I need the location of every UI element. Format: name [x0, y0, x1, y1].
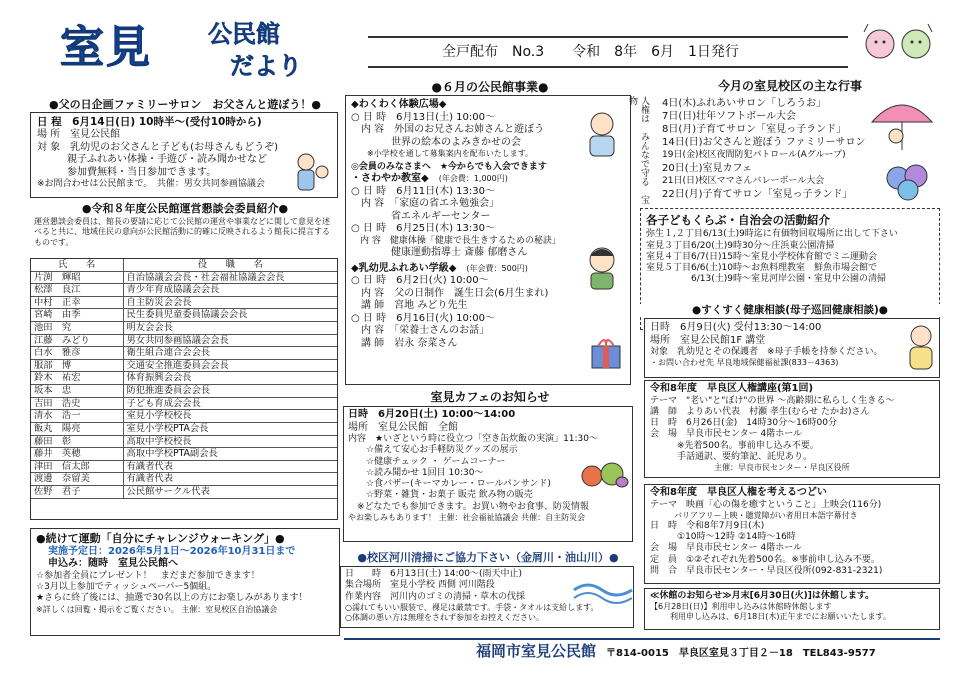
lecture2-line: テーマ 映画「心の傷を癒すということ」上映会(116分) [650, 499, 882, 510]
mascot-icon [858, 14, 938, 72]
cafe-line: ☆食バザー(キーマカレー・ロールパンサンド) [348, 479, 551, 489]
member-role: 青少年育成協議会会長 [123, 284, 337, 297]
cafe-line: ※どなたでも参加できます。お買い物やお食事、防災情報 [348, 501, 589, 512]
table-row [31, 347, 337, 360]
masthead-title-main: 室見 [60, 22, 152, 73]
committee-table-box [30, 258, 338, 520]
health-line: ・お問い合わせ先 早良地域保健福祉課(833－4363) [650, 358, 839, 368]
footer-address: 〒814-0015 早良区室見３丁目２－18 TEL843-9577 [606, 648, 876, 659]
cafe-line: ☆野菜・雑貨・お菓子 販売 飲み物の販売 [348, 490, 533, 501]
masthead-title-sub-2: だより [230, 52, 302, 80]
table-row [31, 271, 337, 284]
schedule-side-label: 人権は みんなで守る 宝物 [627, 96, 649, 204]
fathers-day-line: ※お問合わせは公民館まで。 共催：男女共同参画協議会 [37, 179, 265, 190]
member-name: 池田 究 [31, 322, 123, 335]
masthead-rule-bottom [368, 66, 848, 68]
member-role: 民生委員児童委員協議会会長 [123, 309, 337, 322]
member-role: 防犯推進委員会会長 [123, 385, 337, 398]
schedule-heading: 今月の室見校区の主な行事 [717, 79, 862, 93]
cafe-heading: 室見カフェのお知らせ [430, 390, 550, 404]
table-row [31, 309, 337, 322]
member-name: 江藤 みどり [31, 334, 123, 347]
closure-line: ≪休館のお知らせ≫月末[6月30日(火)]は休館します。 [650, 591, 875, 601]
member-name: 渡邊 奈留美 [31, 473, 123, 486]
member-name: 佐野 君子 [31, 485, 123, 498]
member-name: 服部 博 [31, 359, 123, 372]
schedule-item: 20日(土)室見カフェ [662, 163, 753, 174]
kids-heading: 各子どもくらぶ・自治会の活動紹介 [646, 213, 830, 227]
member-name: 藤井 英穂 [31, 448, 123, 461]
member-name: 藤田 彰 [31, 435, 123, 448]
man-illustration-icon [582, 244, 622, 290]
fathers-day-line: 対 象 乳幼児のお父さんと子ども(お母さんもどうぞ) [37, 141, 278, 153]
walking-line: 申込み：随時 室見公民館へ [48, 558, 178, 570]
schedule-item: 4日(木)ふれあいサロン「しろうお」 [662, 98, 827, 109]
member-name: 白水 雅彦 [31, 347, 123, 360]
kids-line: 弥生１,２丁目6/13(土)9時迄に有価物回収場所に出して下さい [646, 229, 898, 240]
lecture2-line: 定 員 ①②それぞれ先着500名。※事前申し込み不要。 [650, 554, 880, 565]
cafe-line: ☆読み聞かせ 1回目 10:30～ [348, 467, 484, 478]
fathers-day-line: 親子ふれあい体操・手遊び・読み聞かせなど [37, 154, 267, 166]
member-role: 高取中学校校長 [123, 435, 337, 448]
event-line: 健康運動指導士 斎藤 郁磨さん [351, 247, 528, 258]
lecture1-line: テーマ "老い"と"ぼけ"の世界 ～高齢期に私らしく生きる～ [650, 395, 895, 406]
kids-line: 6/13(土)9時～室見河岸公園・室見中公園の清掃 [646, 274, 886, 285]
member-role: 男女共同参画協議会会長 [123, 334, 337, 347]
fathers-day-line: 場 所 室見公民館 [37, 129, 121, 141]
table-row [31, 334, 337, 347]
committee-table [31, 259, 337, 499]
lecture2-heading: 令和8年度 早良区人権を考えるつどい [650, 487, 827, 498]
member-name: 宮崎 由季 [31, 309, 123, 322]
cafe-line: ☆備えて安心お手軽防災グッズの展示 [348, 445, 518, 456]
health-heading: ●すくすく健康相談(母子巡回健康相談)● [640, 304, 940, 317]
fathers-day-line: 参加費無料・当日参加できます。 [37, 166, 217, 178]
health-line: 日時 6月9日(火) 受付13:30～14:00 [650, 322, 822, 333]
table-header-row [31, 259, 337, 271]
masthead-info [442, 44, 739, 62]
walking-line: 実施予定日：2026年5月1日～2026年10月31日まで [48, 545, 296, 557]
table-row [31, 322, 337, 335]
masthead-rule-top [368, 36, 848, 38]
walking-box [30, 528, 340, 636]
vegetables-icon [578, 446, 630, 490]
walking-line: ※詳しくは回覧・掲示をご覧ください。 主催：室見校区自治協議会 [36, 604, 278, 614]
member-name: 飯丸 陽亮 [31, 422, 123, 435]
closure-line: 【6月28日(日)】利用申し込みは休館時休館します [650, 602, 832, 612]
event-line: ○ 日 時 6月25日(木) 13:30～ [351, 223, 495, 235]
river-line: ○濡れてもいい服装で、裸足は厳禁です。手袋・タオルは支給します。 [345, 602, 599, 612]
river-line: ○体調の悪い方は無理をされず参加をお控えください。 [345, 612, 544, 622]
table-row [31, 485, 337, 498]
member-role: 自治協議会会長・社会福祉協議会会長 [123, 271, 337, 284]
river-line: 集合場所 室見小学校 西側 河川階段 [345, 580, 495, 591]
baby-icon [904, 322, 938, 372]
member-name: 中村 正幸 [31, 296, 123, 309]
events-heading: ●６月の公民館事業● [431, 80, 549, 94]
member-role: 室見小学校PTA会長 [123, 422, 337, 435]
member-role: 室見小学校校長 [123, 410, 337, 423]
member-name: 松澤 良江 [31, 284, 123, 297]
lecture1-line: 主催：早良市民センター・早良区役所 [650, 463, 850, 472]
event-line: 内 容 「栄養士さんのお話」 [351, 325, 490, 336]
member-name: 片渕 輝昭 [31, 271, 123, 284]
table-row [31, 359, 337, 372]
umbrella-girl-icon [866, 92, 938, 154]
schedule-list [662, 98, 868, 202]
event-line: 内 容 「家庭の省エネ勉強会」 [351, 198, 500, 210]
lecture1-box [644, 380, 940, 478]
member-role: 有識者代表 [123, 473, 337, 486]
fathers-day-line: 日 程 6月14日(日) 10時半～(受付10時から) [37, 116, 262, 128]
member-role: 子ども育成会会長 [123, 397, 337, 410]
river-line: 日 時 6月13日(土) 14:00～(雨天中止) [345, 569, 523, 579]
lecture1-heading: 令和8年度 早良区人権講座(第1回) [650, 383, 814, 394]
event-line: 省エネルギーセンター [351, 210, 491, 222]
hydrangea-icon [880, 158, 938, 206]
schedule-item: 19日(金)校区夜間防犯パトロール(Aグループ) [662, 150, 846, 160]
health-box [644, 318, 940, 378]
event-line: ※小学校を通して募集案内を配布いたします。 [351, 149, 534, 158]
member-name: 清水 浩一 [31, 410, 123, 423]
schedule-item: 21日(日)校区ママさんバレーボール大会 [662, 176, 825, 186]
health-line: 対象 乳幼児とその保護者 ※母子手帳を持参ください。 [650, 347, 883, 357]
nyuyoji-fee: (年会費：500円) [466, 263, 528, 273]
lecture1-line: 会 場 早良市民センター 4階ホール [650, 429, 803, 440]
schedule-item: 8日(月)子育てサロン「室見っ子ランド」 [662, 124, 847, 135]
table-row [31, 473, 337, 486]
masthead-title-sub-1: 公民館 [208, 20, 280, 48]
closure-line: 利用申し込みは、6月18日(木)正午までにお願いいたします。 [670, 612, 891, 622]
event-line: 内 容 健康体操「健康で長生きするための秘訣」 [351, 235, 561, 246]
event-line: ○ 日 時 6月2日(火) 10:00～ [351, 275, 489, 286]
lecture2-line: 日 時 令和8年7月9日(木) [650, 520, 765, 531]
member-role: 有識者代表 [123, 460, 337, 473]
family-illustration-icon [290, 150, 334, 194]
distribution: 全戸配布 [442, 44, 498, 60]
members-note: ◎会員のみなさまへ ★今からでも入会できます [351, 162, 547, 172]
sawayaka-heading: ・さわやか教室◆ [351, 173, 429, 185]
lecture2-box [644, 484, 940, 584]
cafe-line: 場所 室見公民館 全館 [348, 421, 458, 433]
lecture1-line: 講 師 よりあい代表 村瀬 孝生(むらせ たかお)さん [650, 406, 870, 417]
walking-heading: ●続けて運動「自分にチャレンジウォーキング」● [36, 532, 285, 545]
committee-intro: 運営懇談会委員は、館長の要請に応じて公民館の運営や事業などに関して意見を述べると共に、地域住民の意向が公民館活動に的確に反映されるよう館長に提言するものです。 [34, 217, 330, 247]
cafe-line: 内容 ★いざという時に役立つ「空き缶炊飯の実演」11:30～ [348, 434, 599, 444]
event-line: ○ 日 時 6月11日(木) 13:30～ [351, 185, 495, 197]
schedule-item: 14日(日)お父さんと遊ぼう ファミリーサロン [662, 137, 866, 148]
masthead-logo [60, 14, 360, 94]
footer [476, 642, 946, 661]
kids-line: 室見５丁目6/6(土)10時～お魚料理教室 鮮魚市場会館で [646, 263, 877, 274]
walking-line: ★さらに終了後には、抽選で30名以上の方にお楽しみがあります！ [36, 593, 308, 604]
event-line: ○ 日 時 6月16日(火) 10:00～ [351, 312, 495, 324]
issue-number: No.3 [512, 44, 545, 60]
table-row [31, 435, 337, 448]
member-role: 公民館サークル代表 [123, 485, 337, 498]
schedule-item: 22日(月)子育てサロン「室見っ子ランド」 [662, 189, 853, 200]
issue-date: 令和 8年 6月 1日発行 [572, 44, 739, 60]
lecture2-line: ①10時～12時 ②14時～16時 [650, 532, 796, 542]
table-row [31, 448, 337, 461]
col-name-header: 氏 名 [31, 259, 123, 271]
event-line: 講 師 岩永 奈菜さん [351, 337, 458, 349]
member-name: 鈴木 祐宏 [31, 372, 123, 385]
lecture2-line: バリアフリー上映・聴覚障がい者用日本語字幕付き [650, 510, 858, 520]
river-line: 作業内容 河川内のゴミの清掃・草木の伐採 [345, 591, 526, 602]
footer-name: 福岡市室見公民館 [476, 642, 597, 660]
cafe-line: やお楽しみもあります！ 主催：社会福祉協議会 共催：自主防災会 [348, 512, 586, 522]
kids-line: 室見４丁目6/7(日)15時～室見小学校体育館でミニ運動会 [646, 251, 877, 262]
closure-box [644, 588, 940, 630]
river-heading: ●校区河川清掃にご協力下さい（金屑川・油山川）● [357, 551, 619, 564]
sawayaka-fee: (年会費：1,000円) [438, 174, 508, 184]
nyuyoji-heading: ◆乳幼児ふれあい学級◆ [351, 262, 457, 274]
table-row [31, 284, 337, 297]
committee-heading: ●令和８年度公民館運営懇談会委員紹介● [81, 202, 289, 215]
table-row [31, 422, 337, 435]
table-row [31, 410, 337, 423]
member-role: 高取中学校PTA副会長 [123, 448, 337, 461]
waku-heading: ◆わくわく体験広場◆ [351, 99, 447, 110]
event-line: 内 容 父の日制作 誕生日会(6月生まれ) [351, 287, 549, 299]
walking-line: ☆3月以上参加でティッシュペーパー5個組。 [36, 582, 217, 592]
gift-icon [588, 334, 624, 370]
col-role-header: 役 職 名 [123, 259, 337, 271]
table-row [31, 296, 337, 309]
member-role: 衛生組合連合会会長 [123, 347, 337, 360]
table-row [31, 372, 337, 385]
member-role: 明友会会長 [123, 322, 337, 335]
footer-rule [344, 638, 940, 640]
table-row [31, 460, 337, 473]
event-line: ○ 日 時 6月13日(土) 10:00～ [351, 111, 495, 123]
lecture1-line: 日 時 6月26日(金) 14時30分～16時00分 [650, 418, 838, 428]
member-name: 津田 信太郎 [31, 460, 123, 473]
member-role: 交通安全推進委員会会長 [123, 359, 337, 372]
walking-line: ☆参加者全員にプレゼント！ まだまだ参加できます！ [36, 570, 260, 581]
event-line: 世界の絵本のよみきかせの会 [351, 136, 521, 148]
cafe-line: ☆健康チェック ・ ゲームコーナー [348, 456, 506, 467]
lecture2-line: 会 場 早良市民センター 4階ホール [650, 543, 803, 554]
cafe-line: 日時 6月20日(土) 10:00～14:00 [348, 409, 516, 420]
event-line: 内 容 外国のお兄さんお姉さんと遊ぼう [351, 124, 545, 135]
table-row [31, 385, 337, 398]
lecture1-line: 手話通訳、要約筆記、託児あり。 [650, 451, 813, 462]
event-line: 講 師 宮地 みどり先生 [351, 300, 468, 311]
teacher-illustration-icon [580, 108, 624, 158]
kids-line: 室見３丁目6/20(土)9時30分～庄浜東公園清掃 [646, 240, 835, 251]
member-role: 自主防災会会長 [123, 296, 337, 309]
river-illustration-icon [574, 566, 632, 600]
health-line: 場所 室見公民館1F 講堂 [650, 334, 766, 346]
schedule-item: 7日(日)壮年ソフトボール大会 [662, 111, 796, 122]
table-row [31, 397, 337, 410]
fathers-day-heading: ●父の日企画ファミリーサロン お父さんと遊ぼう！● [49, 98, 321, 111]
member-role: 体育振興会会長 [123, 372, 337, 385]
lecture2-line: 問 合 早良市民センター・早良区役所(092-831-2321) [650, 565, 883, 576]
lecture1-line: ※先着500名。事前申し込み不要。 [650, 440, 819, 451]
member-name: 坂本 忠 [31, 385, 123, 398]
member-name: 吉田 浩史 [31, 397, 123, 410]
